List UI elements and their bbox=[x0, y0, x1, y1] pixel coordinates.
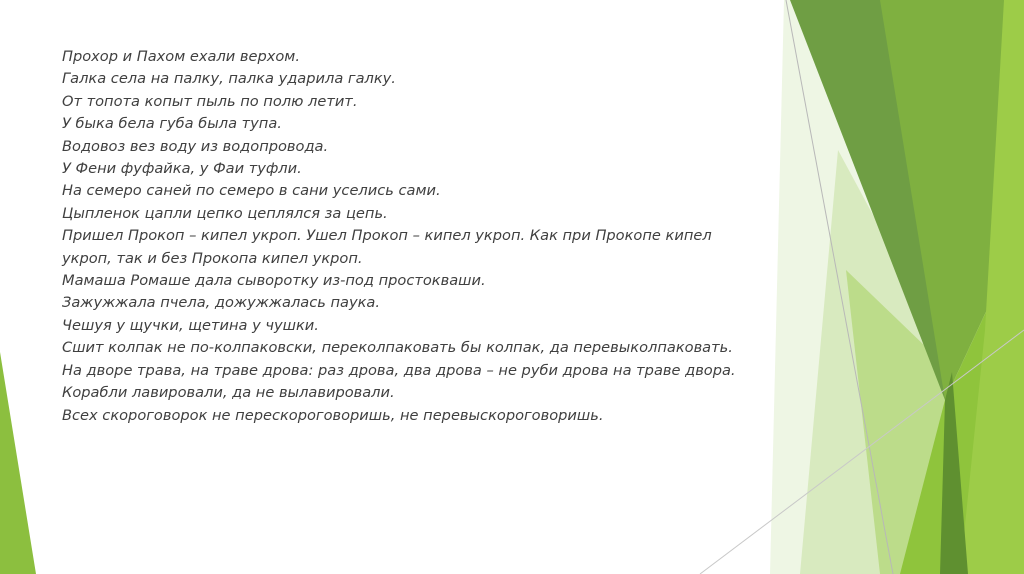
text-line-7: На семеро саней по семеро в сани уселись сами. bbox=[62, 182, 441, 200]
text-line-6: У Фени фуфайка, у Фаи туфли. bbox=[62, 160, 302, 178]
text-line-10: Мамаша Ромаше дала сыворотку из-под простокваши. bbox=[62, 272, 486, 290]
text-line-12: Чешуя у щучки, щетина у чушки. bbox=[62, 316, 319, 334]
text-line-8: Цыпленок цапли цепко цеплялся за цепь. bbox=[62, 204, 388, 222]
text-line-3: От топота копыт пыль по полю летит. bbox=[62, 92, 358, 110]
text-line-14: На дворе трава, на траве дрова: раз дрова, два дрова – не руби дрова на траве двора. bbox=[62, 361, 736, 379]
left-green-triangle bbox=[0, 352, 36, 574]
tongue-twister-list bbox=[62, 46, 752, 427]
text-line-13: Сшит колпак не по-колпаковски, переколпаковать бы колпак, да перевыколпаковать. bbox=[62, 339, 733, 357]
text-line-1: Прохор и Пахом ехали верхом. bbox=[62, 48, 300, 65]
text-line-5: Водовоз вез воду из водопровода. bbox=[62, 137, 329, 155]
text-line-2: Галка села на палку, палка ударила галку. bbox=[62, 70, 396, 88]
text-line-15: Корабли лавировали, да не вылавировали. bbox=[62, 384, 395, 402]
text-line-9: Пришел Прокоп – кипел укроп. Ушел Прокоп – кипел укроп. Как при Прокопе кипел укроп, так и без Прокопа кипел укроп. bbox=[62, 227, 712, 267]
text-line-16: Всех скороговорок не перескороговоришь, не перевыскороговоришь. bbox=[62, 406, 604, 424]
text-line-4: У быка бела губа была тупа. bbox=[62, 115, 282, 133]
text-line-11: Зажужжала пчела, дожужжалась паука. bbox=[62, 294, 381, 312]
